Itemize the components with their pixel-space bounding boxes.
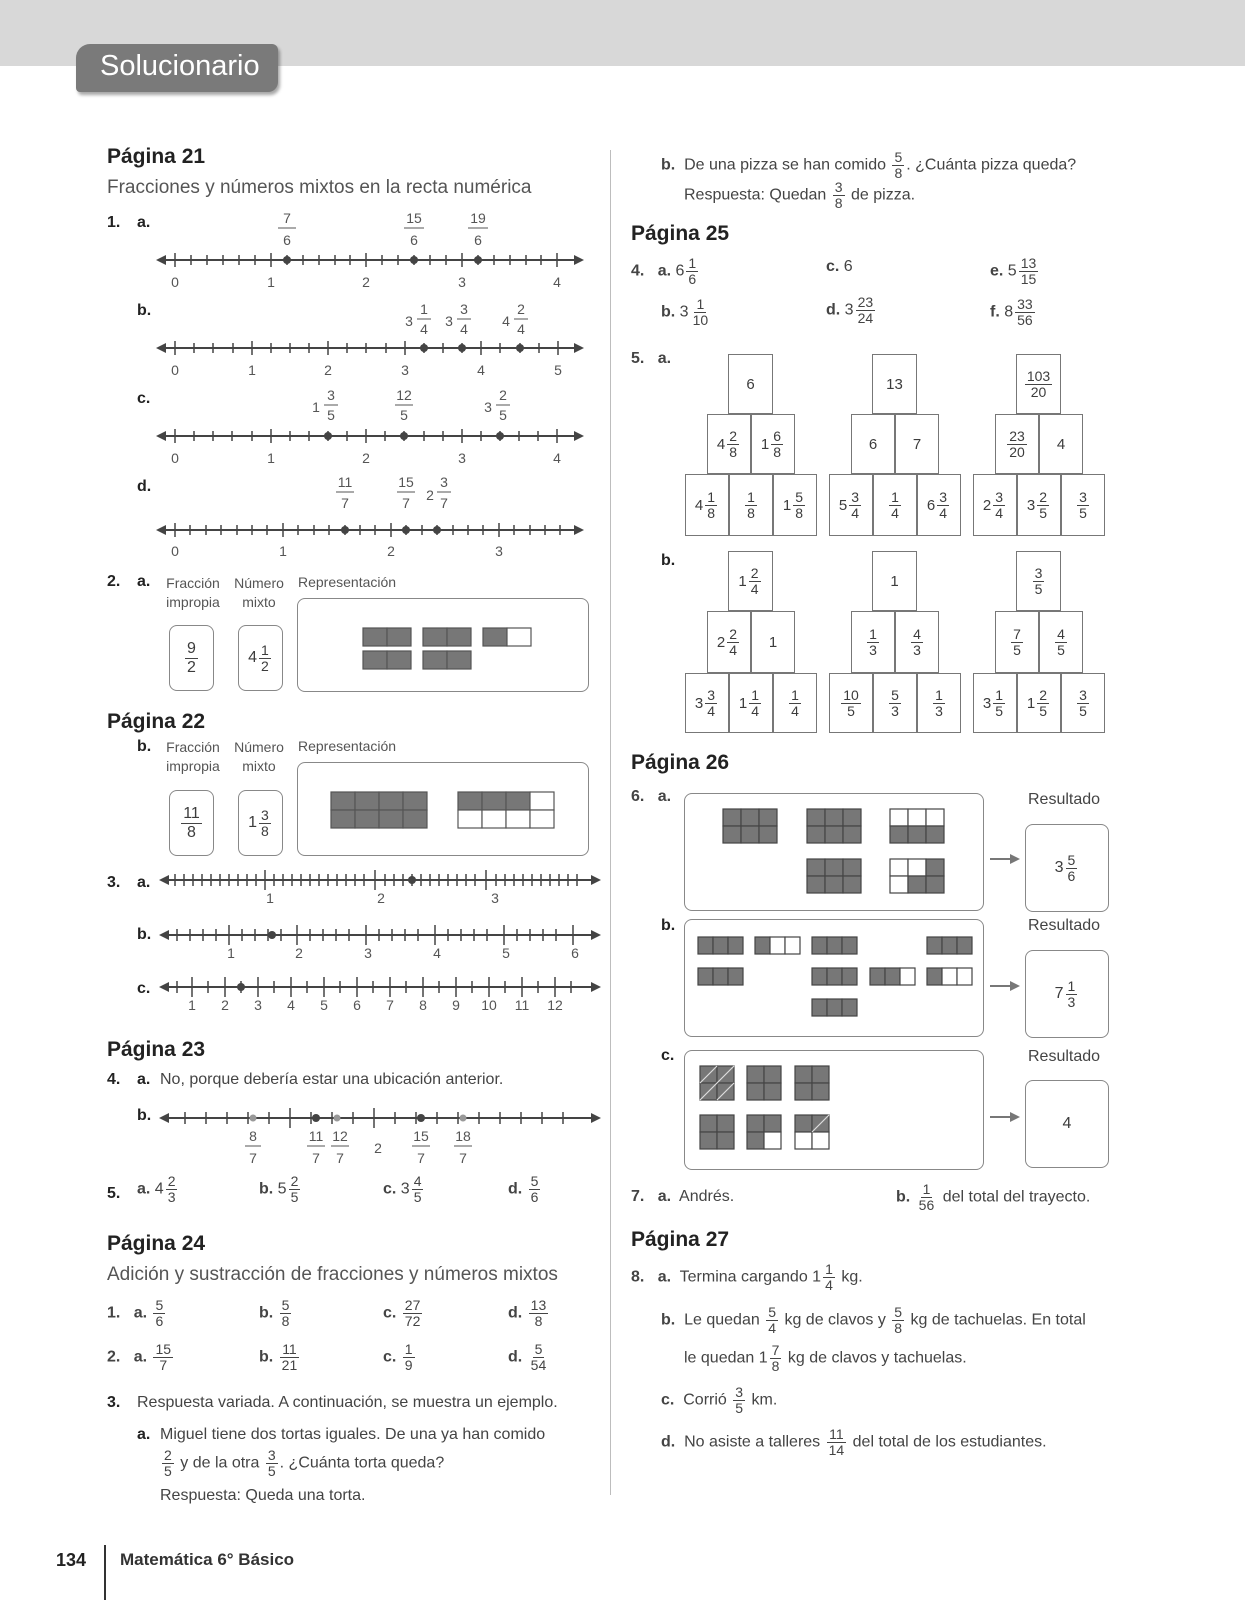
- svg-text:4: 4: [553, 274, 561, 290]
- q2b-label: b.: [137, 738, 152, 755]
- p25-q4-a: 4. a. 6 $\frac{1}{6}$: [631, 255, 697, 287]
- q2b-col-fraccion: Fracción impropia: [166, 739, 220, 774]
- p24-q3-text: Respuesta variada. A continuación, se muestra un ejemplo.: [137, 1394, 558, 1411]
- q2a-representation-grid: [298, 599, 588, 691]
- pyr-b3-mid-l: 7 5: [995, 611, 1039, 673]
- q2a-col-mixto: Número mixto: [234, 575, 284, 610]
- heading-p26: Página 26: [631, 751, 730, 774]
- svg-text:4: 4: [553, 450, 561, 466]
- pyr-b2-mid-l: 1 3: [851, 611, 895, 673]
- footer-divider: [104, 1545, 106, 1600]
- pyr-b3-bot-3: 3 5: [1061, 673, 1105, 733]
- svg-text:1: 1: [248, 362, 256, 378]
- q3-number: 3.: [107, 874, 121, 891]
- svg-text:6: 6: [474, 232, 482, 248]
- q3a-label: a.: [137, 874, 151, 891]
- number-line-1d: [150, 474, 590, 564]
- svg-text:0: 0: [171, 543, 179, 559]
- q2a-mixed-box: 4 1 2: [238, 625, 283, 691]
- number-line-1c: [150, 386, 590, 466]
- p24-q3a-line1: Miguel tiene dos tortas iguales. De una ya han comido: [160, 1426, 546, 1443]
- svg-text:3: 3: [445, 313, 453, 329]
- svg-text:3: 3: [458, 450, 466, 466]
- svg-text:12: 12: [332, 1128, 348, 1144]
- svg-text:15: 15: [413, 1128, 429, 1144]
- svg-text:6: 6: [353, 997, 361, 1012]
- q6c-result-box: [1025, 1080, 1109, 1168]
- q8-b-line2: le quedan 1 $\frac{7}{8}$ kg de clavos y tachuelas.: [684, 1342, 967, 1374]
- pyr-a1-bot-3: 1 5 8: [773, 474, 817, 536]
- svg-text:3: 3: [327, 387, 335, 403]
- q2a-fraction-box: 9 2: [169, 625, 214, 691]
- svg-text:1: 1: [227, 945, 235, 960]
- pyr-a2-mid-r: 7: [895, 414, 939, 474]
- svg-text:5: 5: [502, 945, 510, 960]
- q8-d: d. No asiste a talleres $\frac{11}{14}$ del total de los estudiantes.: [661, 1426, 1047, 1458]
- pyr-b1-bot-1: 3 3 4: [685, 673, 729, 733]
- svg-text:11: 11: [337, 474, 353, 490]
- q6c-model-box: [684, 1050, 984, 1170]
- p25-q5b-label: b.: [661, 552, 676, 569]
- svg-text:2: 2: [426, 487, 434, 503]
- svg-text:2: 2: [324, 362, 332, 378]
- svg-text:7: 7: [283, 210, 291, 226]
- pyr-b3-bot-1: 3 1 5: [973, 673, 1017, 733]
- p24-q2-b: b. $\frac{11}{21}$: [259, 1341, 298, 1373]
- q7-a: 7. a. Andrés.: [631, 1188, 735, 1205]
- svg-text:1: 1: [267, 450, 275, 466]
- svg-text:3: 3: [484, 399, 492, 415]
- svg-text:2: 2: [362, 274, 370, 290]
- svg-text:12: 12: [396, 387, 412, 403]
- svg-text:7: 7: [249, 1150, 257, 1166]
- svg-text:12: 12: [547, 997, 563, 1012]
- heading-p27: Página 27: [631, 1228, 730, 1251]
- pyr-a2-bot-3: 6 3 4: [917, 474, 961, 536]
- q2a-representation-box: [297, 598, 589, 692]
- q6c-arrow-icon: [990, 1110, 1020, 1124]
- svg-text:4: 4: [460, 321, 468, 337]
- pyr-a2-mid-l: 6: [851, 414, 895, 474]
- heading-p23: Página 23: [107, 1038, 206, 1061]
- pyr-a2-bot-2: 1 4: [873, 474, 917, 536]
- pyr-a3-mid-l: 23 20: [995, 414, 1039, 474]
- heading-p24: Página 24: [107, 1232, 206, 1255]
- q7-b: b. $\frac{1}{56}$ del total del trayecto.: [896, 1181, 1091, 1213]
- q2b-representation-grid: [298, 763, 588, 855]
- svg-text:1: 1: [267, 274, 275, 290]
- p25-q4-d: d. 3 $\frac{23}{24}$: [826, 294, 874, 326]
- pyr-b2-mid-r: 4 3: [895, 611, 939, 673]
- pyr-a3-bot-2: 3 2 5: [1017, 474, 1061, 536]
- heading-p21: Página 21: [107, 145, 206, 168]
- p24-q3-number: 3.: [107, 1394, 121, 1411]
- p25-q4-e: e. 5 $\frac{13}{15}$: [990, 255, 1037, 287]
- pizza-question: b. De una pizza se han comido $\frac{5}{8}$ . ¿Cuánta pizza queda?: [661, 149, 1077, 181]
- svg-text:3: 3: [440, 474, 448, 490]
- pyr-b2-bot-3: 1 3: [917, 673, 961, 733]
- svg-text:7: 7: [440, 495, 448, 511]
- number-line-1b: [150, 298, 590, 378]
- svg-text:18: 18: [455, 1128, 471, 1144]
- svg-text:3: 3: [401, 362, 409, 378]
- q6c-label: c.: [661, 1047, 675, 1064]
- q5-a: a. 4 $\frac{2}{3}$: [137, 1173, 176, 1205]
- p24-q2-d: d. $\frac{5}{54}$: [508, 1341, 547, 1373]
- svg-text:5: 5: [499, 407, 507, 423]
- svg-text:7: 7: [336, 1150, 344, 1166]
- svg-text:2: 2: [221, 997, 229, 1012]
- q6c-result-label: Resultado: [1028, 1048, 1101, 1065]
- svg-text:7: 7: [402, 495, 410, 511]
- q2b-col-mixto: Número mixto: [234, 739, 284, 774]
- pyr-a3-mid-r: 4: [1039, 414, 1083, 474]
- svg-text:5: 5: [400, 407, 408, 423]
- svg-text:3: 3: [405, 313, 413, 329]
- p24-q2-a: 2. a. $\frac{15}{7}$: [107, 1341, 172, 1373]
- p24-q3a-response: Respuesta: Queda una torta.: [160, 1487, 366, 1504]
- svg-text:2: 2: [517, 301, 525, 317]
- q8-a: 8. a. Termina cargando 1 $\frac{1}{4}$ kg.: [631, 1261, 863, 1293]
- pyr-b3-bot-2: 1 2 5: [1017, 673, 1061, 733]
- pyr-a3-top: 103 20: [1016, 354, 1061, 414]
- q6a-result-box: 3 5 6: [1025, 824, 1109, 912]
- svg-text:4: 4: [477, 362, 485, 378]
- pizza-response: Respuesta: Quedan $\frac{3}{8}$ de pizza.: [684, 179, 916, 211]
- q4b-label: b.: [137, 1107, 152, 1124]
- p24-q1-b: b. $\frac{5}{8}$: [259, 1297, 290, 1329]
- q8-b-line1: b. Le quedan $\frac{5}{4}$ kg de clavos y $\frac{5}{8}$ kg de tachuelas. En total: [661, 1304, 1086, 1336]
- svg-text:15: 15: [406, 210, 422, 226]
- svg-text:4: 4: [517, 321, 525, 337]
- q6b-result-box: 7 1 3: [1025, 950, 1109, 1038]
- pyr-a1-mid-l: 4 2 8: [707, 414, 751, 474]
- svg-text:9: 9: [452, 997, 460, 1012]
- heading-p22: Página 22: [107, 710, 206, 733]
- svg-text:2: 2: [374, 1140, 382, 1156]
- p25-q4-b: b. 3 $\frac{1}{10}$: [661, 296, 709, 328]
- q2b-col-rep: Representación: [298, 738, 397, 754]
- pyr-a2-top: 13: [872, 354, 917, 414]
- pyr-b1-bot-2: 1 1 4: [729, 673, 773, 733]
- svg-text:15: 15: [398, 474, 414, 490]
- svg-text:2: 2: [499, 387, 507, 403]
- p24-q2-c: c. $\frac{1}{9}$: [383, 1341, 413, 1373]
- pyr-b2-bot-2: 5 3: [873, 673, 917, 733]
- q2a-col-rep: Representación: [298, 574, 397, 590]
- q2b-mixed-box: 1 3 8: [238, 790, 283, 856]
- q6c-result-value: 4: [1062, 1115, 1072, 1132]
- q6b-result-label: Resultado: [1028, 917, 1101, 934]
- section-tab: [76, 44, 278, 92]
- svg-text:3: 3: [254, 997, 262, 1012]
- svg-text:1: 1: [188, 997, 196, 1012]
- p26-q6-label: 6. a.: [631, 788, 672, 805]
- svg-text:7: 7: [341, 495, 349, 511]
- q2a-col-fraccion: Fracción impropia: [166, 575, 220, 610]
- svg-text:2: 2: [387, 543, 395, 559]
- number-line-3c: [155, 972, 605, 1012]
- q6a-arrow-icon: [990, 852, 1020, 866]
- svg-text:0: 0: [171, 274, 179, 290]
- pyr-a1-bot-2: 1 8: [729, 474, 773, 536]
- svg-text:0: 0: [171, 450, 179, 466]
- svg-text:4: 4: [502, 313, 510, 329]
- svg-text:1: 1: [420, 301, 428, 317]
- svg-text:7: 7: [386, 997, 394, 1012]
- svg-text:0: 0: [171, 362, 179, 378]
- svg-text:3: 3: [460, 301, 468, 317]
- q6b-arrow-icon: [990, 979, 1020, 993]
- svg-text:1: 1: [312, 399, 320, 415]
- q6b-label: b.: [661, 917, 676, 934]
- pyr-b1-top: 1 2 4: [728, 551, 773, 611]
- svg-text:7: 7: [312, 1150, 320, 1166]
- p24-q3a-line2: $\frac{2}{5}$ y de la otra $\frac{3}{5}$ . ¿Cuánta torta queda?: [164, 1447, 445, 1479]
- svg-text:1: 1: [266, 890, 274, 905]
- pyr-a2-bot-1: 5 3 4: [829, 474, 873, 536]
- svg-text:10: 10: [481, 997, 497, 1012]
- q1d-label: d.: [137, 478, 152, 495]
- q8-c: c. Corrió $\frac{3}{5}$ km.: [661, 1384, 778, 1416]
- subtitle-p21: Fracciones y números mixtos en la recta numérica: [107, 177, 532, 198]
- q2-number: 2.: [107, 573, 121, 590]
- pyr-b1-mid-r: 1: [751, 611, 795, 673]
- number-line-4b: [155, 1103, 605, 1173]
- page-number: 134: [56, 1550, 87, 1570]
- heading-p25: Página 25: [631, 222, 730, 245]
- column-divider: [610, 150, 611, 1495]
- svg-text:5: 5: [327, 407, 335, 423]
- subtitle-p24: Adición y sustracción de fracciones y números mixtos: [107, 1264, 558, 1285]
- q5-number: 5.: [107, 1185, 121, 1202]
- svg-text:3: 3: [458, 274, 466, 290]
- q5-b: b. 5 $\frac{2}{5}$: [259, 1173, 299, 1205]
- svg-text:3: 3: [491, 890, 499, 905]
- q5-d: d. $\frac{5}{6}$: [508, 1173, 539, 1205]
- q6a-result-label: Resultado: [1028, 791, 1101, 808]
- svg-text:4: 4: [433, 945, 441, 960]
- svg-text:4: 4: [287, 997, 295, 1012]
- svg-text:3: 3: [364, 945, 372, 960]
- p25-q4-f: f. 8 $\frac{33}{56}$: [990, 296, 1033, 328]
- svg-text:5: 5: [554, 362, 562, 378]
- p25-q5-label: 5. a.: [631, 350, 672, 367]
- q1c-label: c.: [137, 390, 151, 407]
- pyr-a1-bot-1: 4 1 8: [685, 474, 729, 536]
- pyr-a1-mid-r: 1 6 8: [751, 414, 795, 474]
- q1-number: 1.: [107, 214, 121, 231]
- svg-text:4: 4: [420, 321, 428, 337]
- q1b-label: b.: [137, 302, 152, 319]
- q6a-model-grid: [685, 794, 983, 910]
- pyr-b3-top: 3 5: [1016, 551, 1061, 611]
- svg-text:11: 11: [514, 997, 530, 1012]
- footer-title: Matemática 6° Básico: [120, 1550, 295, 1569]
- p25-q4-c: c. 6: [826, 258, 853, 275]
- q1a-label: a.: [137, 214, 151, 231]
- section-tab-label: Solucionario: [100, 50, 260, 82]
- q5-c: c. 3 $\frac{4}{5}$: [383, 1173, 422, 1205]
- p24-q3a-label: a.: [137, 1426, 151, 1443]
- number-line-3b: [155, 920, 605, 960]
- pyr-b2-bot-1: 10 5: [829, 673, 873, 733]
- q6b-model-box: [684, 919, 984, 1037]
- svg-text:2: 2: [377, 890, 385, 905]
- q2a-label: a.: [137, 573, 151, 590]
- p24-q1-a: 1. a. $\frac{5}{6}$: [107, 1297, 164, 1329]
- pyr-a3-bot-1: 2 3 4: [973, 474, 1017, 536]
- svg-text:8: 8: [249, 1128, 257, 1144]
- pyr-a1-top: 6: [728, 354, 773, 414]
- svg-text:11: 11: [308, 1128, 324, 1144]
- svg-text:6: 6: [283, 232, 291, 248]
- svg-text:7: 7: [459, 1150, 467, 1166]
- svg-text:2: 2: [362, 450, 370, 466]
- svg-text:3: 3: [495, 543, 503, 559]
- svg-text:6: 6: [571, 945, 579, 960]
- q4a-label: a.: [137, 1071, 151, 1088]
- q4a-text: No, porque debería estar una ubicación anterior.: [160, 1071, 504, 1088]
- svg-text:2: 2: [295, 945, 303, 960]
- q3c-label: c.: [137, 980, 151, 997]
- pyr-b3-mid-r: 4 5: [1039, 611, 1083, 673]
- svg-text:8: 8: [419, 997, 427, 1012]
- svg-text:5: 5: [320, 997, 328, 1012]
- q6a-model-box: [684, 793, 984, 911]
- q6c-model-grid: [685, 1051, 983, 1169]
- svg-text:7: 7: [417, 1150, 425, 1166]
- svg-text:6: 6: [410, 232, 418, 248]
- q3b-label: b.: [137, 926, 152, 943]
- svg-text:19: 19: [470, 210, 486, 226]
- p24-q1-c: c. $\frac{27}{72}$: [383, 1297, 421, 1329]
- p24-q1-d: d. $\frac{13}{8}$: [508, 1297, 547, 1329]
- pyr-b1-mid-l: 2 2 4: [707, 611, 751, 673]
- pyr-a3-bot-3: 3 5: [1061, 474, 1105, 536]
- number-line-3a: [155, 865, 605, 905]
- q6b-model-grid: [685, 920, 983, 1036]
- pyr-b2-top: 1: [872, 551, 917, 611]
- pyr-b1-bot-3: 1 4: [773, 673, 817, 733]
- number-line-1a: [150, 210, 590, 290]
- q2b-representation-box: [297, 762, 589, 856]
- svg-text:1: 1: [279, 543, 287, 559]
- q4-number: 4.: [107, 1071, 121, 1088]
- q2b-fraction-box: 11 8: [169, 790, 214, 856]
